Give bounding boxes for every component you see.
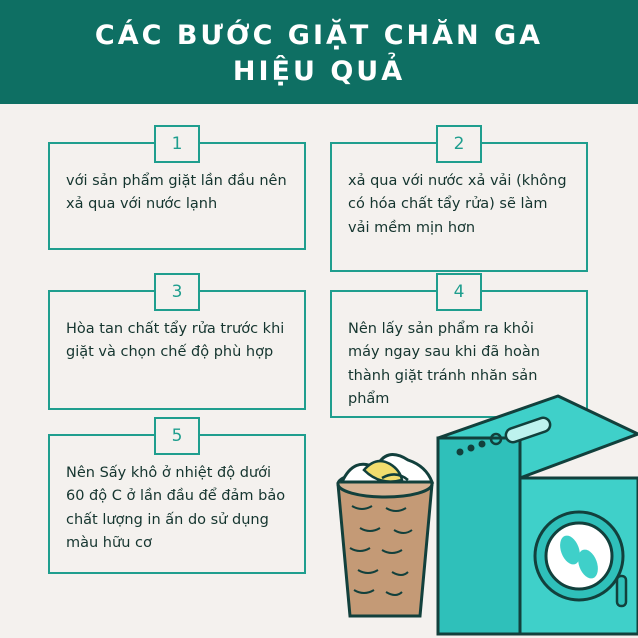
page-header xyxy=(0,0,638,104)
step-number-badge-3: 3 xyxy=(154,273,200,311)
laundry-pile-icon xyxy=(342,455,432,482)
step-number-badge-2: 2 xyxy=(436,125,482,163)
machine-door-glass-icon xyxy=(546,523,612,589)
step-card-4 xyxy=(330,282,588,418)
machine-vent-icon xyxy=(617,576,626,606)
laundry-fold-icon xyxy=(382,474,408,480)
step-text-5: Nên Sấy khô ở nhiệt độ dưới 60 độ C ở lần đầu để đảm bảo chất lượng in ấn do sử dụng màu hữu cơ xyxy=(66,465,286,552)
door-swirl-icon xyxy=(574,547,601,581)
steps-container xyxy=(0,104,638,638)
machine-door-icon xyxy=(535,512,623,600)
control-knob-icon xyxy=(479,441,486,448)
step-card-5 xyxy=(48,426,306,574)
step-card-2 xyxy=(330,134,588,272)
door-swirl-icon xyxy=(556,533,583,567)
step-card-1 xyxy=(48,134,306,250)
laundry-basket-rim-icon xyxy=(338,471,432,497)
step-number-badge-4: 4 xyxy=(436,273,482,311)
step-number-badge-1: 1 xyxy=(154,125,200,163)
step-text-4: Nên lấy sản phẩm ra khỏi máy ngay sau khi đã hoàn thành giặt tránh nhăn sản phẩm xyxy=(348,321,540,408)
washing-machine-side-icon xyxy=(438,438,520,634)
step-text-3: Hòa tan chất tẩy rửa trước khi giặt và chọn chế độ phù hợp xyxy=(66,321,285,361)
step-number-badge-5: 5 xyxy=(154,417,200,455)
control-dial-icon xyxy=(491,434,501,444)
laundry-basket-body-icon xyxy=(338,484,432,616)
basket-weave-icon xyxy=(350,506,412,595)
control-knob-icon xyxy=(457,449,464,456)
control-knob-icon xyxy=(468,445,475,452)
page-title-line-2: HIỆU QUẢ xyxy=(232,56,406,87)
step-text-2: xả qua với nước xả vải (không có hóa chất tẩy rửa) sẽ làm vải mềm mịn hơn xyxy=(348,173,567,236)
washing-machine-front-icon xyxy=(520,478,638,634)
page-title-line-1: CÁC BƯỚC GIẶT CHĂN GA xyxy=(94,19,544,51)
step-text-1: với sản phẩm giặt lần đầu nên xả qua với nước lạnh xyxy=(66,173,287,213)
laundry-item-icon xyxy=(364,461,402,482)
step-card-3 xyxy=(48,282,306,410)
